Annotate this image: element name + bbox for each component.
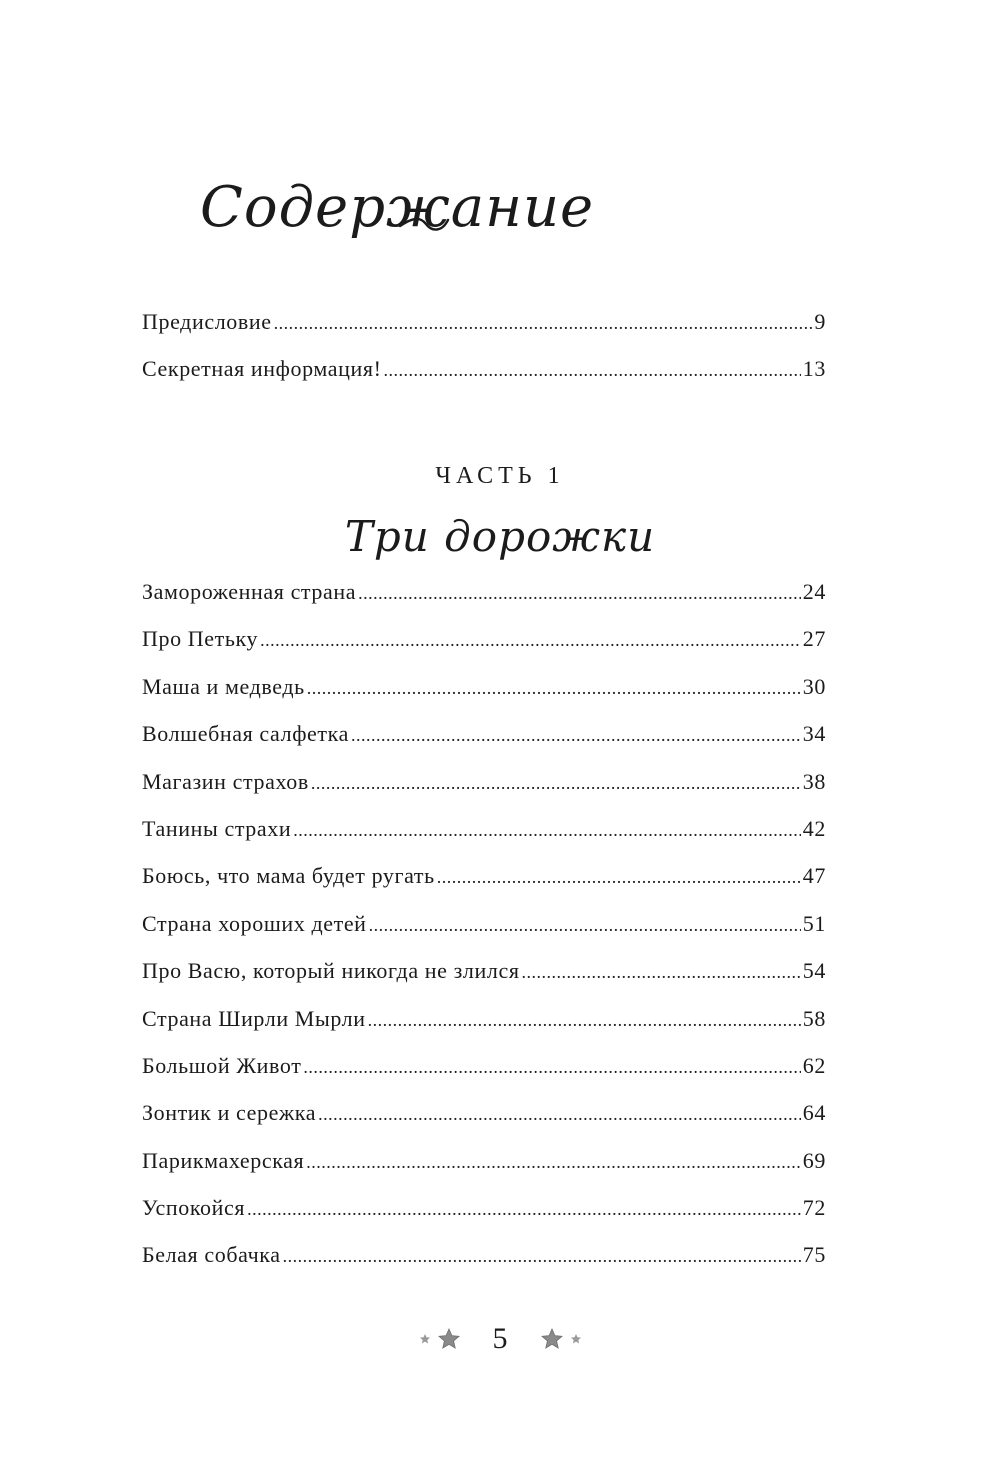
toc-dot-leader bbox=[303, 1053, 800, 1079]
toc-entry[interactable] bbox=[142, 958, 826, 1005]
page-footer bbox=[0, 1324, 1000, 1354]
toc-entry-label: Магазин страхов bbox=[142, 768, 309, 794]
toc-dot-leader bbox=[358, 579, 801, 605]
toc-dot-leader bbox=[260, 626, 801, 652]
toc-dot-leader bbox=[283, 1242, 801, 1268]
toc-entry-page: 64 bbox=[802, 1100, 826, 1126]
toc-entry-page: 27 bbox=[802, 626, 826, 652]
toc-entry-page: 9 bbox=[814, 309, 826, 334]
toc-entry-label: Страна хороших детей bbox=[142, 910, 367, 936]
toc-dot-leader bbox=[306, 1148, 801, 1174]
toc-entry[interactable] bbox=[142, 1053, 826, 1100]
toc-entry-label: Страна Ширли Мырли bbox=[142, 1005, 366, 1031]
toc-entry[interactable] bbox=[142, 579, 826, 626]
toc-entry-page: 42 bbox=[802, 815, 826, 841]
toc-entry[interactable] bbox=[142, 309, 826, 356]
toc-entry[interactable] bbox=[142, 1006, 826, 1053]
toc-entry-label: Про Васю, который никогда не злился bbox=[142, 958, 520, 984]
page-number: 5 bbox=[492, 1322, 508, 1355]
toc-dot-leader bbox=[311, 769, 801, 795]
toc-entry[interactable] bbox=[142, 626, 826, 673]
toc-dot-leader bbox=[307, 674, 801, 700]
page-title: Содержание bbox=[200, 175, 595, 240]
toc-entry-page: 13 bbox=[802, 356, 826, 382]
title-flourish-icon bbox=[398, 214, 450, 234]
toc-entry[interactable] bbox=[142, 1242, 826, 1289]
toc-entry-page: 62 bbox=[802, 1052, 826, 1078]
toc-entry-page: 34 bbox=[802, 721, 826, 747]
toc-entry-page: 69 bbox=[802, 1147, 826, 1173]
toc-entry-page: 54 bbox=[802, 958, 826, 984]
toc-entry-label: Волшебная салфетка bbox=[142, 721, 349, 747]
toc-entry-label: Танины страхи bbox=[142, 815, 292, 841]
toc-entry-label: Замороженная страна bbox=[142, 579, 357, 604]
toc-entry-label: Предисловие bbox=[142, 309, 272, 334]
toc-entry-label: Успокойся bbox=[142, 1195, 246, 1221]
small-star-icon bbox=[419, 1333, 431, 1345]
toc-part-1 bbox=[142, 579, 826, 1290]
part-label: ЧАСТЬ 1 bbox=[435, 463, 565, 489]
toc-dot-leader bbox=[318, 1100, 801, 1126]
toc-entry[interactable] bbox=[142, 769, 826, 816]
toc-entry-page: 75 bbox=[802, 1242, 826, 1268]
toc-entry-label: Про Петьку bbox=[142, 626, 259, 652]
toc-entry[interactable] bbox=[142, 863, 826, 910]
toc-entry-page: 72 bbox=[802, 1195, 826, 1221]
toc-entry[interactable] bbox=[142, 816, 826, 863]
toc-entry-label: Зонтик и сережка bbox=[142, 1100, 317, 1126]
part-title: Три дорожки bbox=[344, 512, 656, 561]
toc-entry-page: 38 bbox=[802, 768, 826, 794]
toc-dot-leader bbox=[369, 911, 801, 937]
toc-entry-label: Маша и медведь bbox=[142, 673, 305, 699]
toc-dot-leader bbox=[522, 958, 801, 984]
star-icon bbox=[540, 1327, 564, 1351]
toc-dot-leader bbox=[247, 1195, 801, 1221]
toc-dot-leader bbox=[351, 721, 801, 747]
toc-dot-leader bbox=[384, 356, 801, 382]
toc-entry[interactable] bbox=[142, 911, 826, 958]
toc-front-matter bbox=[142, 309, 826, 404]
toc-dot-leader bbox=[274, 309, 813, 335]
toc-entry-label: Секретная информация! bbox=[142, 356, 382, 382]
toc-dot-leader bbox=[293, 816, 801, 842]
toc-entry-label: Боюсь, что мама будет ругать bbox=[142, 863, 435, 889]
toc-dot-leader bbox=[368, 1006, 801, 1032]
toc-entry-label: Большой Живот bbox=[142, 1052, 302, 1078]
toc-entry[interactable] bbox=[142, 721, 826, 768]
toc-entry[interactable] bbox=[142, 674, 826, 721]
toc-entry-page: 47 bbox=[802, 863, 826, 889]
toc-entry[interactable] bbox=[142, 1148, 826, 1195]
toc-entry[interactable] bbox=[142, 1195, 826, 1242]
toc-entry-page: 30 bbox=[802, 673, 826, 699]
small-star-icon bbox=[570, 1333, 582, 1345]
star-icon bbox=[437, 1327, 461, 1351]
toc-entry-label: Белая собачка bbox=[142, 1242, 281, 1268]
toc-entry[interactable] bbox=[142, 356, 826, 403]
toc-entry[interactable] bbox=[142, 1100, 826, 1147]
toc-entry-page: 51 bbox=[802, 910, 826, 936]
toc-entry-page: 24 bbox=[802, 579, 826, 604]
toc-entry-label: Парикмахерская bbox=[142, 1147, 305, 1173]
toc-entry-page: 58 bbox=[802, 1005, 826, 1031]
toc-dot-leader bbox=[437, 863, 801, 889]
